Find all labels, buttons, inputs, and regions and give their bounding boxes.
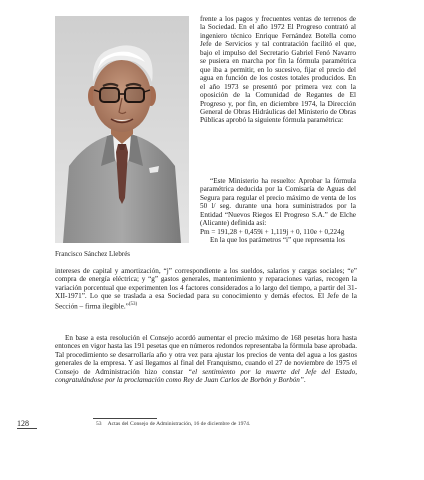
page-number: 128 <box>17 419 29 428</box>
portrait-image <box>55 16 189 243</box>
quote-explanation-start: En la que los parámetros “i” que representa los <box>210 236 345 245</box>
footnote-text: Actas del Consejo de Administración, 16 de diciembre de 1974. <box>107 421 251 427</box>
formula: Pm = 191,28 + 0,459i + 1,119j + 0, 110e + 0,224g <box>200 227 345 236</box>
footnote-divider <box>93 418 157 419</box>
paragraph-b-quote: “el sentimiento por la muerte del Jefe del Estado, congratulándose por la proclamación como Rey de Juan Carlos de Borbón y Borbón” <box>55 367 358 385</box>
quoted-resolution <box>200 177 356 245</box>
portrait-photo <box>55 16 189 243</box>
photo-caption: Francisco Sánchez Llebrés <box>55 250 131 258</box>
full-width-paragraph-a <box>55 267 357 311</box>
paragraph: frente a los pagos y frecuentes ventas de terrenos de la Sociedad. En el año 1972 El Progreso contrató al ingeniero técnico Enrique Fernández Botella como Jefe de Servicios y tal contratación facilitó el que, bajo el impulso del Secretario Gabriel Fenó Navarro se pusiera en marcha por fin la fórmula paramétrica que iba a permitir, en lo sucesivo, fijar el precio del agua en función de los costes totales producidos. En el año 1973 se presentó por primera vez con la oposición de la Comunidad de Regantes de El Progreso y, por fin, en diciembre 1974, la Dirección General de Obras Hidráulicas del Ministerio de Obras Públicas aprobó la siguiente fórmula paramétrica: <box>200 15 356 125</box>
footnote <box>96 421 356 428</box>
right-column-text <box>200 15 356 125</box>
paragraph-b-end: . <box>303 376 306 385</box>
footnote-reference[interactable]: (53) <box>128 301 138 307</box>
full-width-paragraph-b <box>55 334 357 385</box>
page-number-rule <box>17 428 37 429</box>
quote-intro: “Este Ministerio ha resuelto: Aprobar la fórmula paramétrica deducida por la Comisaría de Aguas del Segura para regular el precio máximo de venta de los 50 l/ seg. durante una hora suministrados por la Entidad “Nuevos Riegos El Progreso S.A.” de Elche (Alicante) definida así: <box>200 177 356 228</box>
paragraph-a-text: intereses de capital y amortización, “j” correspondiente a los sueldos, salarios y cargas sociales; “e” compra de energía eléctrica; y “g” gastos generales, mantenimiento y reparaciones varias, recogen la variación porcentual que experimenten los 4 factores considerados a lo largo del tiempo, a partir del 31-XII-1971”. Lo que se traslada a esa Sociedad para su conocimiento y demás efectos. El Jefe de la Sección – firma ilegible.” <box>55 267 357 311</box>
paragraph-b-text: En base a esta resolución el Consejo acordó aumentar el precio máximo de 168 pesetas hora hasta entonces en vigor hasta las 191 pesetas que en números redondos representaba la fórmula base aprobada. Tal procedimiento se desarrollaría año y otra vez para ajustar los precios de venta del agua a los gastos generales de la empresa. Y así llegamos al final del Franquismo, cuando el 27 de noviembre de 1975 el Consejo de Administración hizo constar <box>55 334 357 376</box>
footnote-mark: 53 <box>96 421 102 427</box>
